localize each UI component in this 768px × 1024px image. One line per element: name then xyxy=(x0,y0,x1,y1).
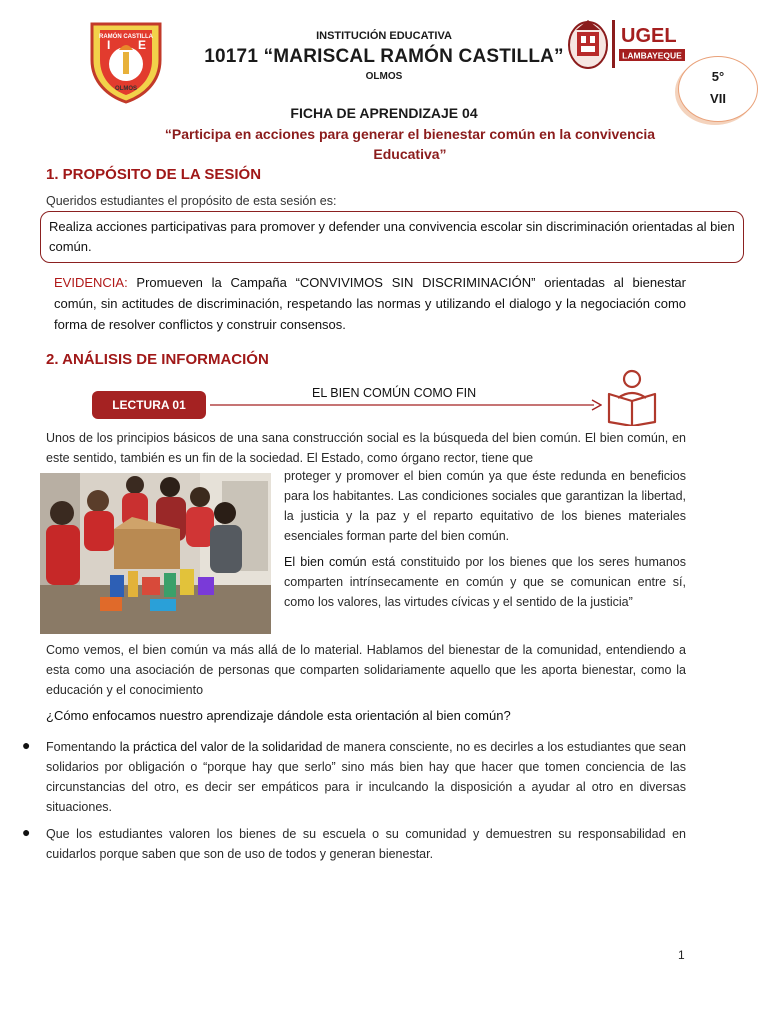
bullet-solidarity xyxy=(46,737,686,817)
evidence-label: EVIDENCIA: xyxy=(54,275,128,290)
bullet-dot-icon: ● xyxy=(22,824,31,840)
bien-comun-bold: El bien común xyxy=(284,555,367,569)
evidence-text: Promueven la Campaña “CONVIVIMOS SIN DISCRIMINACIÓN” orientadas al bienestar común, sin actitudes de discriminación, respetando las normas y utilizando el dialogo y la negociación como forma de resolver conflictos y construir consensos. xyxy=(54,275,686,332)
bullet1-bold: la práctica del valor de la solidaridad xyxy=(119,740,323,754)
institution-city: OLMOS xyxy=(365,71,403,82)
institution-label: INSTITUCIÓN EDUCATIVA xyxy=(316,30,452,42)
guiding-question: ¿Cómo enfocamos nuestro aprendizaje dándole esta orientación al bien común? xyxy=(46,708,511,723)
ficha-subtitle: “Participa en acciones para generar el bienestar común en la convivencia Educativa” xyxy=(164,126,656,162)
paragraph-bien-comun xyxy=(284,552,686,612)
crest-ring-text: RAMÓN CASTILLA xyxy=(99,34,153,40)
section-analysis-heading: 2. ANÁLISIS DE INFORMACIÓN xyxy=(46,351,269,368)
reading-title: EL BIEN COMÚN COMO FIN xyxy=(312,386,477,400)
bullet-dot-icon: ● xyxy=(22,737,31,753)
grade-number: 5° xyxy=(711,69,725,84)
evidence-paragraph xyxy=(54,272,686,335)
arrow-right-icon xyxy=(210,398,602,412)
students-photo xyxy=(40,473,271,634)
institution-name: 10171 “MARISCAL RAMÓN CASTILLA” xyxy=(204,46,564,67)
bullet1-post: de manera consciente, no es decirles a los estudiantes que sean solidarios por obligación o “porque hay que serlo” sino más bien hay que hacer que tomen conciencia de las circunstancias del otro, es decir ser empáticos para ir inculcando la disposición a ayudar al otro en diversas situaciones. xyxy=(46,740,686,814)
crest-letter-right: E xyxy=(138,38,147,52)
ficha-title: FICHA DE APRENDIZAJE 04 xyxy=(290,105,478,121)
section-purpose-heading: 1. PROPÓSITO DE LA SESIÓN xyxy=(46,166,262,183)
reader-book-icon xyxy=(604,368,660,426)
bullet1-pre: Fomentando xyxy=(46,740,120,754)
ugel-region: LAMBAYEQUE xyxy=(622,50,682,61)
grade-cycle: VII xyxy=(710,91,726,106)
crest-letter-left: I xyxy=(107,38,111,52)
ugel-name: UGEL xyxy=(621,25,677,47)
purpose-text: Realiza acciones participativas para promover y defender una convivencia escolar sin discriminación orientadas al bien común. xyxy=(49,219,735,254)
page-number: 1 xyxy=(678,948,685,962)
paragraph-intro: Unos de los principios básicos de una sana construcción social es la búsqueda del bien común. El bien común, en este sentido, también es un fin de la sociedad. El Estado, como órgano rector, tiene que xyxy=(46,431,686,465)
ugel-logo xyxy=(566,16,686,72)
lectura-badge: LECTURA 01 xyxy=(92,391,206,419)
paragraph-community: Como vemos, el bien común va más allá de lo material. Hablamos del bienestar de la comunidad, entendiendo a esta como una asociación de personas que comparten solidariamente aquello que les aporta bienestar, como la educación y el conocimiento xyxy=(46,643,686,697)
paragraph-state-role: proteger y promover el bien común ya que éste redunda en beneficios para los habitantes. Las condiciones sociales que garantizan la libertad, la justicia y la paz y el reparto equitativo de los bienes materiales esenciales forman parte del bien común. xyxy=(284,469,686,543)
bullet-school-goods: Que los estudiantes valoren los bienes de su escuela o su comunidad y demuestren su responsabilidad en cuidarlos porque saben que son de uso de todos y generan bienestar. xyxy=(46,827,686,861)
purpose-intro: Queridos estudiantes el propósito de esta sesión es: xyxy=(46,194,337,208)
purpose-box xyxy=(40,211,744,263)
bien-comun-rest: está constituido por los bienes que los seres humanos comparten intrínsecamente en común y que se comunican entre sí, como los valores, las virtudes cívicas y el sentido de la justicia” xyxy=(284,555,686,609)
crest-bottom-text: OLMOS xyxy=(115,86,137,92)
